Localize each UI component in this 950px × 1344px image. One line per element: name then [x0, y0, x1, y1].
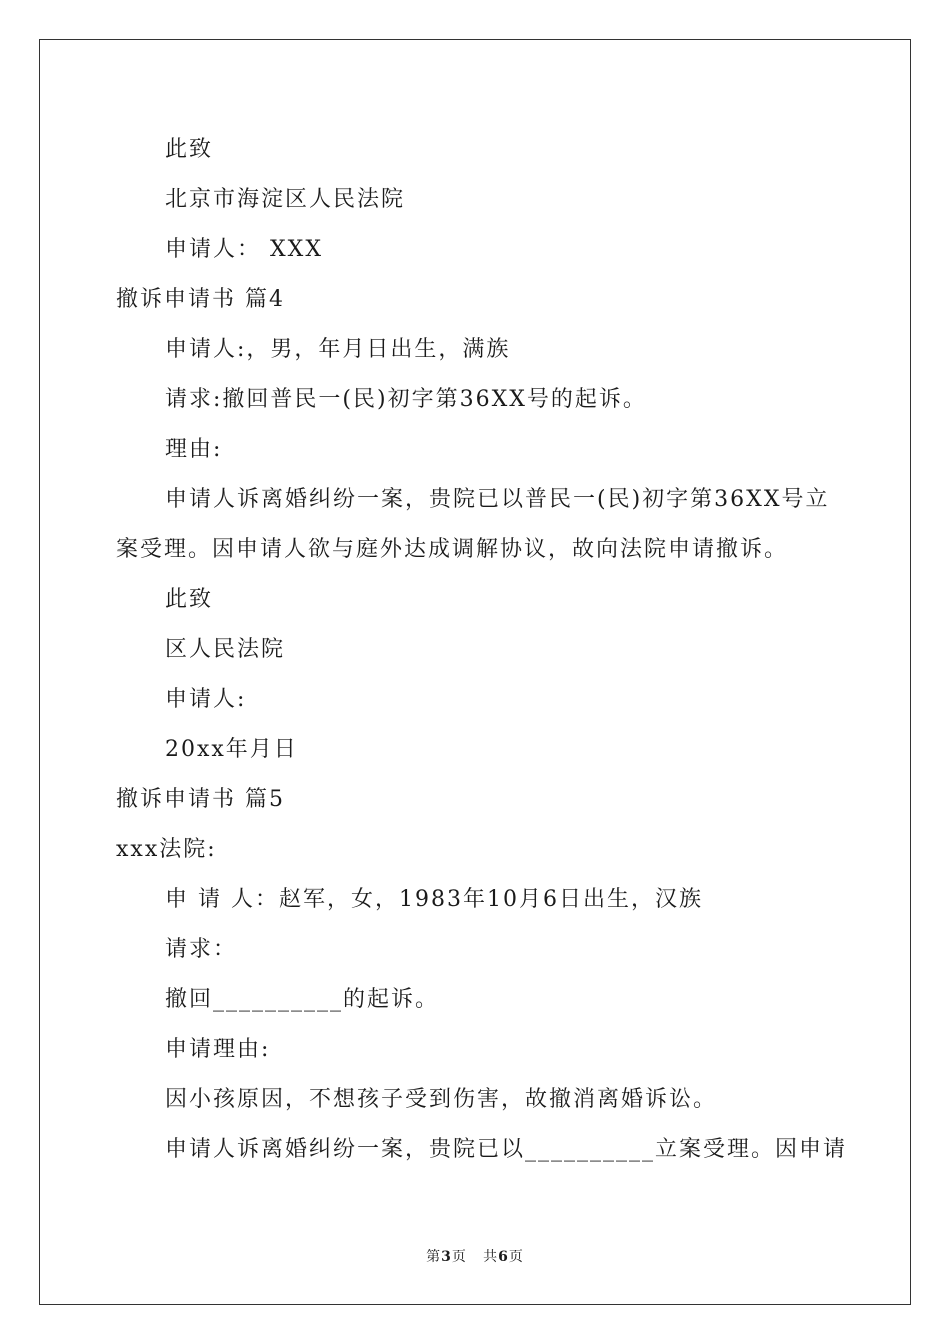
reason-label: 申请理由: — [165, 1037, 271, 1062]
reason-label: 理由: — [165, 437, 223, 462]
footer-prefix: 第 — [426, 1249, 442, 1265]
section-heading: 撤诉申请书 篇5 — [116, 787, 285, 812]
applicant-info: 申请人:，男，年月日出生，满族 — [165, 337, 511, 362]
page-border — [39, 39, 911, 1305]
page-footer — [0, 1247, 950, 1267]
applicant-signature: 申请人： XXX — [165, 237, 323, 262]
applicant-signature: 申请人: — [165, 687, 247, 712]
court-name: 北京市海淀区人民法院 — [165, 187, 406, 212]
footer-mid: 页 共 — [451, 1249, 499, 1265]
date-line: 20xx年月日 — [165, 737, 298, 762]
closing-salutation: 此致 — [165, 587, 214, 612]
request-line: 撤回__________的起诉。 — [165, 987, 440, 1012]
reason-paragraph-line: 案受理。因申请人欲与庭外达成调解协议，故向法院申请撤诉。 — [116, 537, 789, 562]
reason-paragraph-line: 申请人诉离婚纠纷一案，贵院已以__________立案受理。因申请 — [165, 1137, 848, 1162]
court-name: 区人民法院 — [165, 637, 286, 662]
section-heading: 撤诉申请书 篇4 — [116, 287, 285, 312]
reason-paragraph-line: 申请人诉离婚纠纷一案，贵院已以普民一(民)初字第36XX号立 — [165, 487, 830, 512]
request-line: 请求:撤回普民一(民)初字第36XX号的起诉。 — [165, 387, 647, 412]
reason-paragraph-line: 因小孩原因，不想孩子受到伤害，故撤消离婚诉讼。 — [165, 1087, 718, 1112]
current-page-number: 3 — [441, 1249, 452, 1265]
addressee-court: xxx法院: — [116, 837, 217, 862]
total-page-count: 6 — [498, 1249, 509, 1265]
request-label: 请求： — [165, 937, 238, 962]
applicant-info: 申 请 人：赵军，女，1983年10月6日出生，汉族 — [165, 887, 703, 912]
closing-salutation: 此致 — [165, 137, 214, 162]
footer-suffix: 页 — [508, 1249, 524, 1265]
